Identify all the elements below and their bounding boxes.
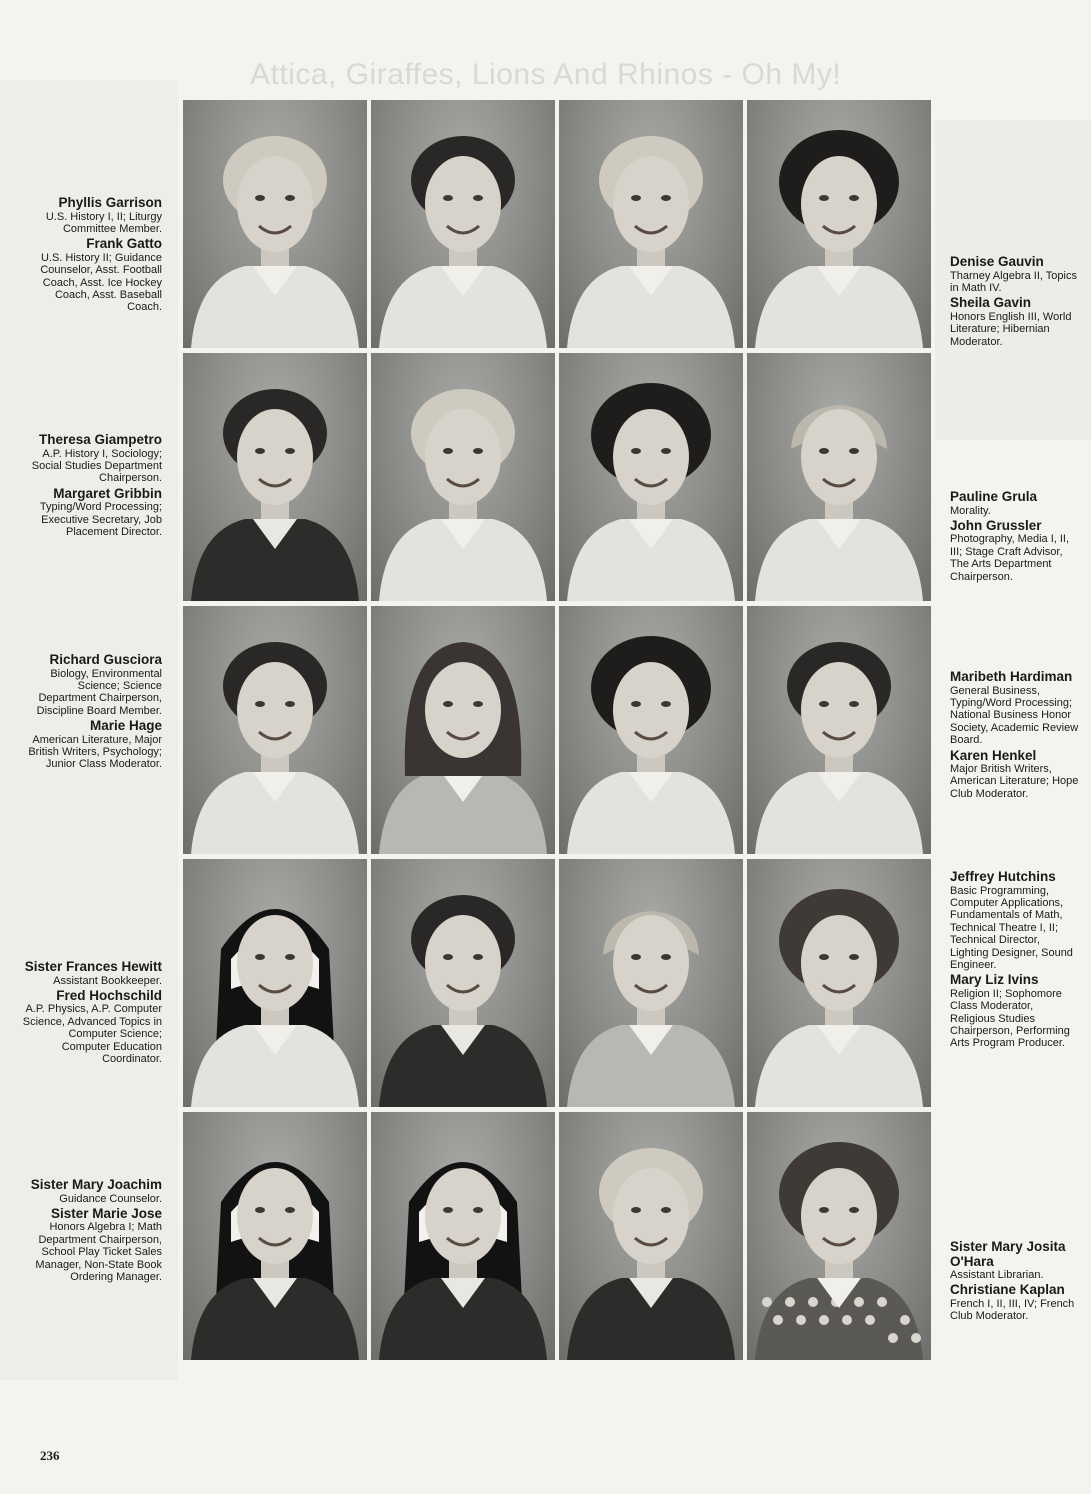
pattern-dot [877, 1297, 887, 1307]
portrait-silhouette [747, 353, 931, 601]
person-role: U.S. History II; Guidance Counselor, Asst. Football Coach, Asst. Ice Hockey Coach, Asst. Baseball Coach. [40, 251, 162, 314]
portrait-photo [747, 353, 931, 601]
face [613, 915, 689, 1011]
pattern-dot [865, 1315, 875, 1325]
portrait-photo [747, 606, 931, 854]
person-name: Fred Hochschild [56, 987, 162, 1003]
face [801, 409, 877, 505]
portrait-silhouette [371, 1112, 555, 1360]
eye [443, 954, 453, 960]
eye [255, 701, 265, 707]
face [613, 409, 689, 505]
portrait-photo [183, 100, 367, 348]
portrait-silhouette [747, 1112, 931, 1360]
eye [285, 195, 295, 201]
portrait-photo [747, 100, 931, 348]
portrait-silhouette [559, 353, 743, 601]
person-role: Major British Writers, American Literature; Hope Club Moderator. [950, 763, 1079, 800]
eye [819, 701, 829, 707]
portrait-photo [559, 353, 743, 601]
eye [849, 195, 859, 201]
person-role: Photography, Media I, II, III; Stage Craft Advisor, The Arts Department Chairperson. [950, 533, 1070, 583]
pattern-dot [808, 1297, 818, 1307]
eye [631, 1207, 641, 1213]
portrait-photo [559, 100, 743, 348]
portrait-photo [183, 353, 367, 601]
person-role: Honors Algebra I; Math Department Chairperson, School Play Ticket Sales Manager, Non-State Book Ordering Manager. [35, 1221, 162, 1284]
person-name: Jeffrey Hutchins [950, 869, 1056, 884]
face [425, 1168, 501, 1264]
eye [285, 1207, 295, 1213]
portrait-silhouette [559, 859, 743, 1107]
person-role: General Business, Typing/Word Processing; National Business Honor Society, Academic Review Board. [950, 684, 1079, 747]
eye [443, 448, 453, 454]
person-role: Morality. [950, 504, 991, 517]
portrait-silhouette [183, 859, 367, 1107]
pattern-dot [796, 1315, 806, 1325]
eye [819, 1207, 829, 1213]
person-role: U.S. History I, II; Liturgy Committee Member. [45, 210, 162, 235]
face [613, 1168, 689, 1264]
ghost-page-title: Attica, Giraffes, Lions And Rhinos - Oh My! [250, 58, 842, 91]
portrait-silhouette [371, 100, 555, 348]
portrait-silhouette [183, 353, 367, 601]
eye [849, 448, 859, 454]
face [237, 156, 313, 252]
portrait-silhouette [371, 859, 555, 1107]
person-name: Karen Henkel [950, 747, 1037, 763]
portrait-photo [371, 1112, 555, 1360]
person-name: Denise Gauvin [950, 254, 1044, 269]
eye [443, 1207, 453, 1213]
person-name: Phyllis Garrison [58, 195, 162, 210]
caption-left-row-1 [20, 196, 162, 316]
portrait-silhouette [559, 606, 743, 854]
eye [473, 954, 483, 960]
person-name: Sister Frances Hewitt [24, 959, 162, 974]
portrait-silhouette [559, 1112, 743, 1360]
portrait-photo [559, 859, 743, 1107]
pattern-dot [785, 1297, 795, 1307]
person-role: Religion II; Sophomore Class Moderator, Religious Studies Chairperson, Performing Arts Program Producer. [950, 987, 1070, 1050]
person-name: Frank Gatto [86, 236, 162, 252]
person-name: Margaret Gribbin [53, 485, 162, 501]
portrait-photo [183, 1112, 367, 1360]
caption-right-row-2 [950, 490, 1080, 585]
portrait-photo [371, 606, 555, 854]
caption-left-row-5 [20, 1178, 162, 1285]
portrait-photo [183, 859, 367, 1107]
person-role: A.P. History I, Sociology; Social Studies Department Chairperson. [31, 447, 162, 485]
caption-left-row-2 [20, 433, 162, 540]
eye [631, 701, 641, 707]
caption-right-row-4 [950, 870, 1080, 1052]
eye [255, 448, 265, 454]
portrait-photo [183, 606, 367, 854]
eye [849, 701, 859, 707]
eye [661, 1207, 671, 1213]
eye [473, 195, 483, 201]
portrait-silhouette [747, 606, 931, 854]
face [801, 915, 877, 1011]
caption-right-row-3 [950, 670, 1080, 802]
face [237, 1168, 313, 1264]
face [425, 662, 501, 758]
portrait-grid [183, 100, 933, 1360]
person-role: A.P. Physics, A.P. Computer Science, Advanced Topics in Computer Science; Computer Education Coordinator. [22, 1003, 162, 1066]
person-role: Biology, Environmental Science; Science Department Chairperson, Discipline Board Member. [36, 667, 162, 717]
face [801, 1168, 877, 1264]
person-name: Mary Liz Ivins [950, 972, 1039, 988]
pattern-dot [900, 1315, 910, 1325]
face [425, 156, 501, 252]
eye [819, 195, 829, 201]
portrait-silhouette [747, 100, 931, 348]
face [425, 915, 501, 1011]
face [237, 915, 313, 1011]
portrait-silhouette [183, 100, 367, 348]
person-role: Tharney Algebra II, Topics in Math IV. [950, 269, 1077, 294]
eye [473, 701, 483, 707]
eye [255, 195, 265, 201]
eye [473, 448, 483, 454]
pattern-dot [773, 1315, 783, 1325]
eye [473, 1207, 483, 1213]
eye [631, 954, 641, 960]
eye [849, 1207, 859, 1213]
person-name: John Grussler [950, 517, 1042, 533]
person-role: Guidance Counselor. [59, 1192, 162, 1205]
portrait-silhouette [559, 100, 743, 348]
caption-left-row-3 [20, 653, 162, 773]
person-name: Christiane Kaplan [950, 1282, 1065, 1298]
person-role: Assistant Bookkeeper. [53, 974, 162, 987]
eye [285, 701, 295, 707]
portrait-silhouette [183, 606, 367, 854]
eye [661, 954, 671, 960]
pattern-dot [819, 1315, 829, 1325]
person-role: Typing/Word Processing; Executive Secretary, Job Placement Director. [39, 501, 162, 539]
portrait-silhouette [183, 1112, 367, 1360]
eye [661, 448, 671, 454]
face [801, 662, 877, 758]
eye [285, 448, 295, 454]
portrait-silhouette [747, 859, 931, 1107]
person-role: Assistant Librarian. [950, 1269, 1044, 1281]
eye [631, 448, 641, 454]
page-number: 236 [40, 1448, 60, 1463]
person-name: Sister Marie Jose [50, 1205, 162, 1221]
person-name: Sister Mary Josita O'Hara [950, 1239, 1066, 1269]
face [237, 662, 313, 758]
portrait-photo [371, 100, 555, 348]
face [613, 156, 689, 252]
portrait-silhouette [371, 353, 555, 601]
face [613, 662, 689, 758]
eye [819, 448, 829, 454]
face [801, 156, 877, 252]
eye [661, 195, 671, 201]
eye [631, 195, 641, 201]
caption-right-row-1 [950, 255, 1080, 350]
portrait-photo [559, 1112, 743, 1360]
person-name: Sister Mary Joachim [30, 1177, 162, 1192]
eye [849, 954, 859, 960]
caption-right-row-5 [950, 1240, 1080, 1325]
portrait-photo [747, 859, 931, 1107]
person-role: American Literature, Major British Writers, Psychology; Junior Class Moderator. [28, 733, 162, 771]
portrait-photo [371, 859, 555, 1107]
person-name: Theresa Giampetro [38, 432, 162, 447]
eye [443, 195, 453, 201]
person-role: Honors English III, World Literature; Hibernian Moderator. [950, 310, 1072, 348]
person-name: Maribeth Hardiman [950, 669, 1073, 684]
person-name: Pauline Grula [950, 489, 1038, 504]
pattern-dot [854, 1297, 864, 1307]
pattern-dot [842, 1315, 852, 1325]
person-role: Basic Programming, Computer Applications, Fundamentals of Math, Technical Theatre I, II; Technical Director, Lighting Designer, Sound Engineer. [950, 884, 1073, 971]
caption-left-row-4 [20, 960, 162, 1067]
eye [661, 701, 671, 707]
person-name: Sheila Gavin [950, 295, 1032, 311]
person-name: Richard Gusciora [49, 652, 162, 667]
pattern-dot [911, 1333, 921, 1343]
pattern-dot [888, 1333, 898, 1343]
portrait-photo [559, 606, 743, 854]
person-name: Marie Hage [89, 718, 162, 734]
portrait-silhouette [371, 606, 555, 854]
eye [443, 701, 453, 707]
eye [819, 954, 829, 960]
portrait-photo [371, 353, 555, 601]
eye [285, 954, 295, 960]
portrait-photo [747, 1112, 931, 1360]
pattern-dot [762, 1297, 772, 1307]
eye [255, 954, 265, 960]
face [237, 409, 313, 505]
face [425, 409, 501, 505]
person-role: French I, II, III, IV; French Club Moderator. [950, 1297, 1075, 1323]
eye [255, 1207, 265, 1213]
